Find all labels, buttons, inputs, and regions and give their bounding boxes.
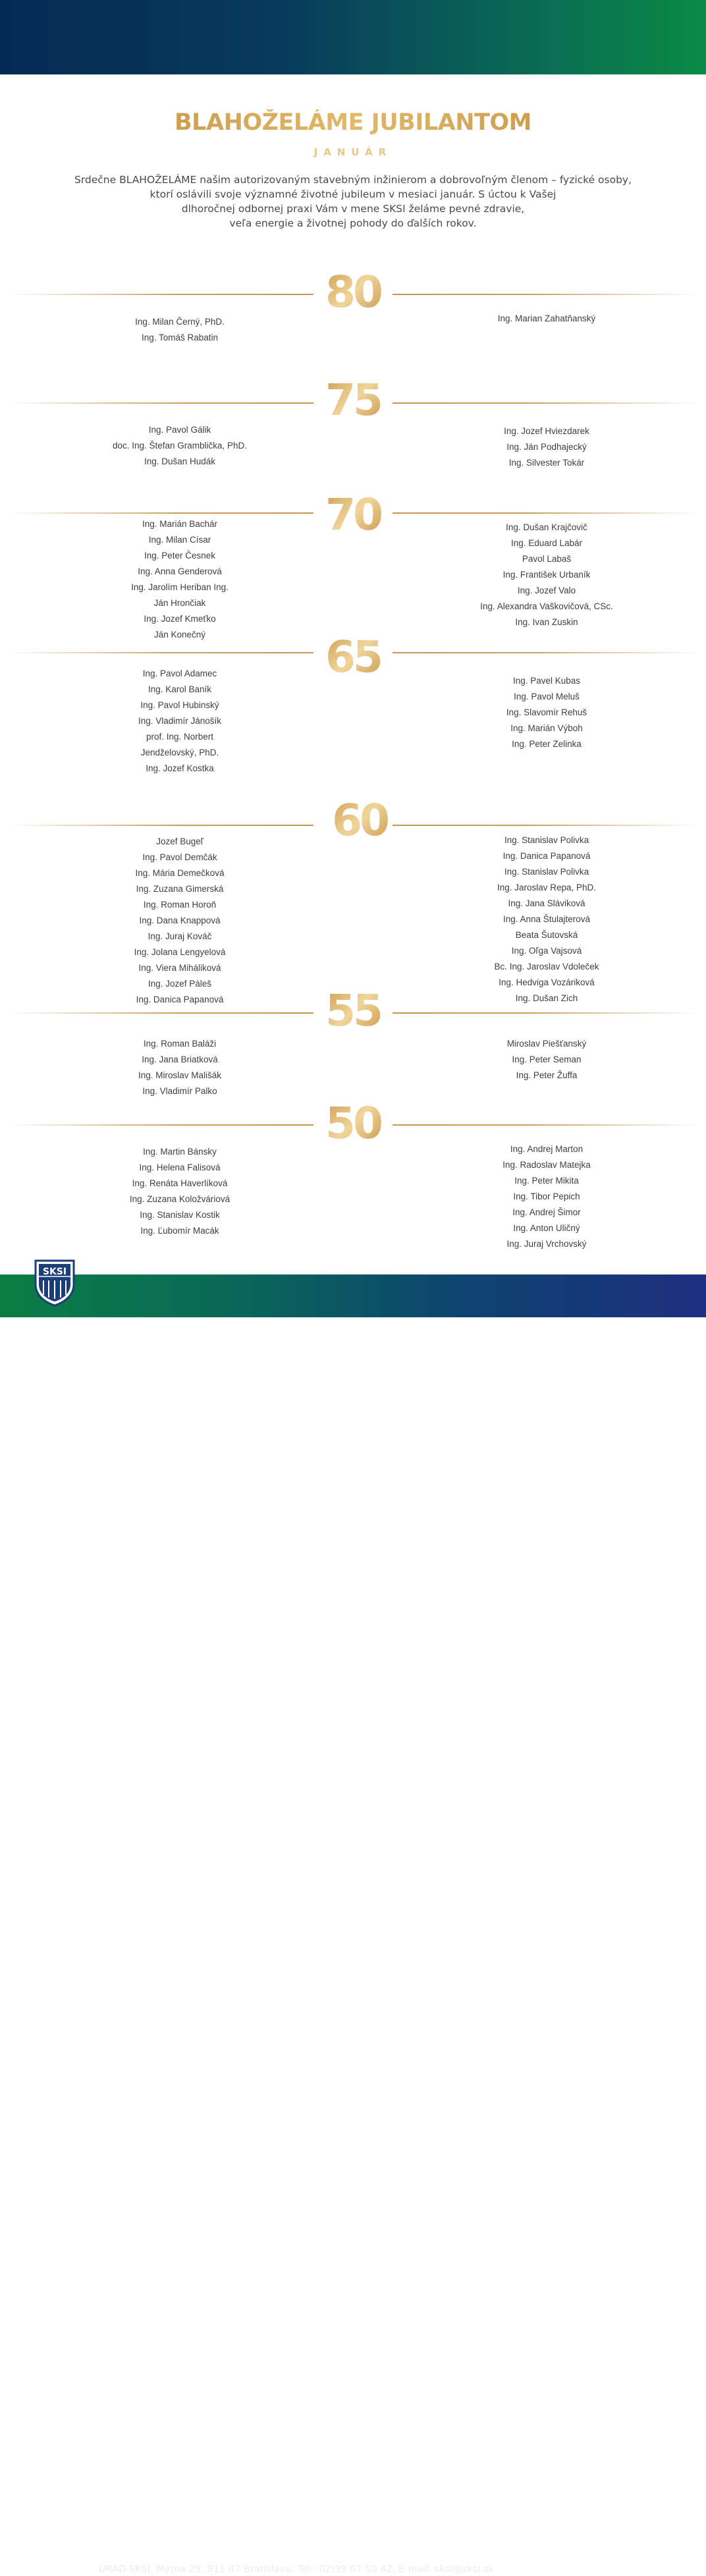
jubilant-name: Ing. Marián Výboh: [510, 723, 583, 733]
left-name-list: [61, 422, 298, 470]
jubilant-name: Ing. Peter Mikita: [514, 1176, 579, 1186]
jubilant-name: Ing. Andrej Marton: [510, 1144, 584, 1154]
divider-line: [393, 825, 699, 826]
jubilant-name: Ing. Miroslav Mališák: [138, 1070, 222, 1080]
divider-line: [7, 1012, 313, 1014]
jubilant-name: Miroslav Piešťanský: [506, 1039, 587, 1049]
divider-line: [393, 402, 699, 404]
jubilant-name: Ing. Roman Baláži: [143, 1039, 217, 1049]
intro-text: [46, 173, 660, 231]
age-number: 50: [313, 1099, 393, 1149]
jubilant-name: Ing. Peter Seman: [512, 1055, 582, 1064]
left-name-list: [61, 1036, 298, 1099]
jubilant-name: Ing. Juraj Vrchovský: [506, 1239, 587, 1249]
jubilant-name: Ing. Anna Genderová: [138, 566, 222, 576]
jubilant-name: Ing. Ján Podhajecký: [506, 442, 587, 452]
jubilant-name: Ján Konečný: [153, 630, 206, 640]
jubilant-name: Ing. Renáta Haverlíková: [132, 1178, 228, 1188]
jubilant-name: Ing. Stanislav Polivka: [504, 835, 589, 845]
jubilant-name: prof. Ing. Norbert: [146, 732, 214, 742]
jubilant-name: Ing. František Urbaník: [502, 570, 591, 580]
jubilant-name: Ing. Mária Demečková: [135, 868, 225, 878]
jubilant-name: Ing. Karol Baník: [148, 684, 212, 694]
jubilant-name: Ing. Jolana Lengyelová: [134, 947, 226, 957]
jubilant-name: Ing. Jozef Kmeťko: [144, 614, 216, 624]
age-number: 65: [313, 632, 393, 682]
left-name-list: [61, 666, 298, 777]
jubilant-name: Ing. Juraj Kováč: [148, 931, 212, 941]
right-name-list: [428, 833, 665, 1006]
intro-line: Srdečne BLAHOŽELÁME našim autorizovaným stavebným inžinierom a dobrovoľným členom – fyzické osoby,: [74, 174, 632, 186]
divider-line: [393, 512, 699, 514]
page-title: BLAHOŽELÁME JUBILANTOM: [0, 109, 706, 136]
jubilant-name: Ing. Stanislav Kostik: [140, 1210, 220, 1220]
month-subtitle: JANUÁR: [313, 146, 393, 158]
jubilant-name: Ing. Tibor Pepich: [513, 1192, 580, 1201]
left-name-list: [61, 314, 298, 346]
right-name-list: [428, 520, 665, 630]
jubilant-name: Ján Hrončiak: [153, 598, 206, 608]
jubilant-name: Ing. Pavel Kubas: [512, 676, 581, 686]
jubilant-name: Ing. Peter Česnek: [144, 551, 216, 561]
jubilant-name: Ing. Zuzana Gimerská: [136, 884, 224, 894]
divider-line: [7, 294, 313, 295]
jubilant-name: Jozef Bugeľ: [156, 836, 204, 846]
jubilant-name: Ing. Pavol Meluš: [514, 692, 580, 701]
jubilant-name: Ing. Dušan Hudák: [144, 456, 216, 466]
jubilant-name: Ing. Jana Briatková: [142, 1055, 218, 1064]
jubilant-name: Ing. Dana Knappová: [139, 916, 221, 925]
jubilant-name: Ing. Tomáš Rabatin: [141, 333, 219, 343]
right-name-list: [428, 673, 665, 752]
jubilant-name: Ing. Viera Miháliková: [138, 963, 221, 973]
left-name-list: [61, 1144, 298, 1239]
jubilant-name: Ing. Danica Papanová: [502, 851, 591, 861]
jubilant-name: Ing. Danica Papanová: [136, 995, 224, 1004]
divider-line: [7, 1124, 313, 1126]
jubilant-name: Ing. Andrej Šimor: [512, 1207, 581, 1217]
age-number: 70: [313, 490, 393, 540]
jubilant-name: Ing. Marián Bachár: [142, 519, 218, 529]
jubilant-name: Ing. Eduard Labár: [510, 538, 583, 548]
footer-address: ÚRAD SKSI, Mýtna 29, 811 07 Bratislava, Tel.: 02/39 07 50 42, E-mail: sksi@sksi.sk: [99, 2564, 495, 2575]
jubilant-name: Ing. Jozef Páleš: [148, 979, 212, 989]
jubilant-name: Ing. Roman Horoň: [143, 900, 217, 910]
jubilant-name: Ing. Anton Uličný: [513, 1223, 580, 1233]
intro-line: dlhoročnej odbornej praxi Vám v mene SKSI želáme pevné zdravie,: [181, 203, 525, 215]
jubilant-name: Ing. Anna Štulajterová: [502, 914, 591, 924]
jubilant-name: Ing. Vladimír Palko: [142, 1086, 217, 1096]
jubilant-name: Pavol Labaš: [522, 554, 572, 564]
intro-line: veľa energie a životnej pohody do ďalších rokov.: [229, 217, 477, 229]
jubilant-name: Ing. Pavol Adamec: [142, 669, 217, 678]
divider-line: [393, 652, 699, 653]
age-number: 75: [313, 375, 393, 425]
jubilant-name: Ing. Silvester Tokár: [508, 458, 585, 468]
divider-line: [7, 512, 313, 514]
jubilant-name: Ing. Ľubomír Macák: [140, 1226, 219, 1236]
left-name-list: [61, 516, 298, 643]
divider-line: [7, 825, 313, 826]
jubilant-name: Ing. Helena Falisová: [139, 1163, 221, 1172]
jubilant-name: Ing. Dušan Zich: [515, 993, 578, 1003]
jubilant-name: Ing. Dušan Krajčovič: [506, 522, 587, 532]
header-band: [0, 0, 706, 74]
jubilant-name: Ing. Slavomír Rehuš: [506, 707, 587, 717]
right-name-list: [428, 1036, 665, 1083]
jubilant-name: Ing. Zuzana Koložváriová: [129, 1194, 231, 1204]
right-name-list: [428, 1141, 665, 1252]
jubilant-name: Ing. Pavol Demčák: [142, 852, 217, 862]
jubilant-name: Ing. Ivan Zuskin: [515, 617, 578, 627]
jubilant-name: Ing. Jozef Kostka: [146, 763, 214, 773]
jubilant-name: Ing. Jarolím Heriban Ing.: [131, 582, 229, 592]
jubilant-name: Ing. Peter Žuffa: [516, 1070, 578, 1080]
jubilant-name: Ing. Stanislav Polivka: [504, 867, 589, 877]
jubilant-name: Ing. Jana Sláviková: [508, 898, 585, 908]
jubilant-name: Ing. Jozef Hviezdarek: [504, 426, 589, 436]
jubilant-name: Ing. Peter Zelinka: [512, 739, 582, 749]
jubilant-name: Bc. Ing. Jaroslav Vdoleček: [494, 962, 599, 972]
divider-line: [393, 1012, 699, 1014]
divider-line: [7, 652, 313, 653]
age-number: 60: [320, 796, 399, 846]
jubilant-name: Ing. Pavol Hubinský: [140, 700, 219, 710]
logo-text: SKSI: [42, 1267, 67, 1277]
left-name-list: [61, 834, 298, 1008]
jubilant-name: Ing. Vladimír Jánošík: [138, 716, 222, 726]
jubilant-name: Ing. Jaroslav Repa, PhD.: [497, 883, 597, 892]
jubilant-name: Ing. Marian Zahatňanský: [497, 314, 596, 323]
intro-line: ktorí oslávili svoje významné životné jubileum v mesiaci január. S úctou k Vašej: [149, 188, 557, 200]
jubilant-name: Ing. Oľga Vajsová: [511, 946, 582, 956]
jubilant-name: doc. Ing. Štefan Gramblička, PhD.: [112, 441, 248, 451]
jubilant-name: Jendželovský, PhD.: [140, 748, 219, 757]
divider-line: [393, 294, 699, 295]
jubilant-name: Ing. Milan Císar: [148, 535, 211, 545]
divider-line: [393, 1124, 699, 1126]
age-number: 80: [313, 267, 393, 317]
jubilant-name: Ing. Milan Černý, PhD.: [135, 317, 225, 327]
age-number: 55: [313, 986, 393, 1036]
jubilant-name: Ing. Jozef Valo: [517, 586, 576, 595]
jubilant-name: Ing. Radoslav Matejka: [502, 1160, 591, 1170]
right-name-list: [428, 311, 665, 327]
website-link[interactable]: www.sksi.sk: [595, 2563, 668, 2576]
sksi-logo-icon: [33, 1258, 76, 1307]
jubilant-name: Beata Šutovská: [515, 930, 578, 940]
jubilant-name: Ing. Alexandra Vaškovičová, CSc.: [480, 601, 613, 611]
jubilant-name: Ing. Hedviga Vozáriková: [499, 977, 595, 987]
jubilant-name: Ing. Pavol Gálik: [148, 425, 211, 435]
right-name-list: [428, 424, 665, 471]
jubilant-name: Ing. Martin Bánsky: [143, 1147, 217, 1157]
divider-line: [7, 402, 313, 404]
footer-bar: [0, 1274, 706, 2576]
